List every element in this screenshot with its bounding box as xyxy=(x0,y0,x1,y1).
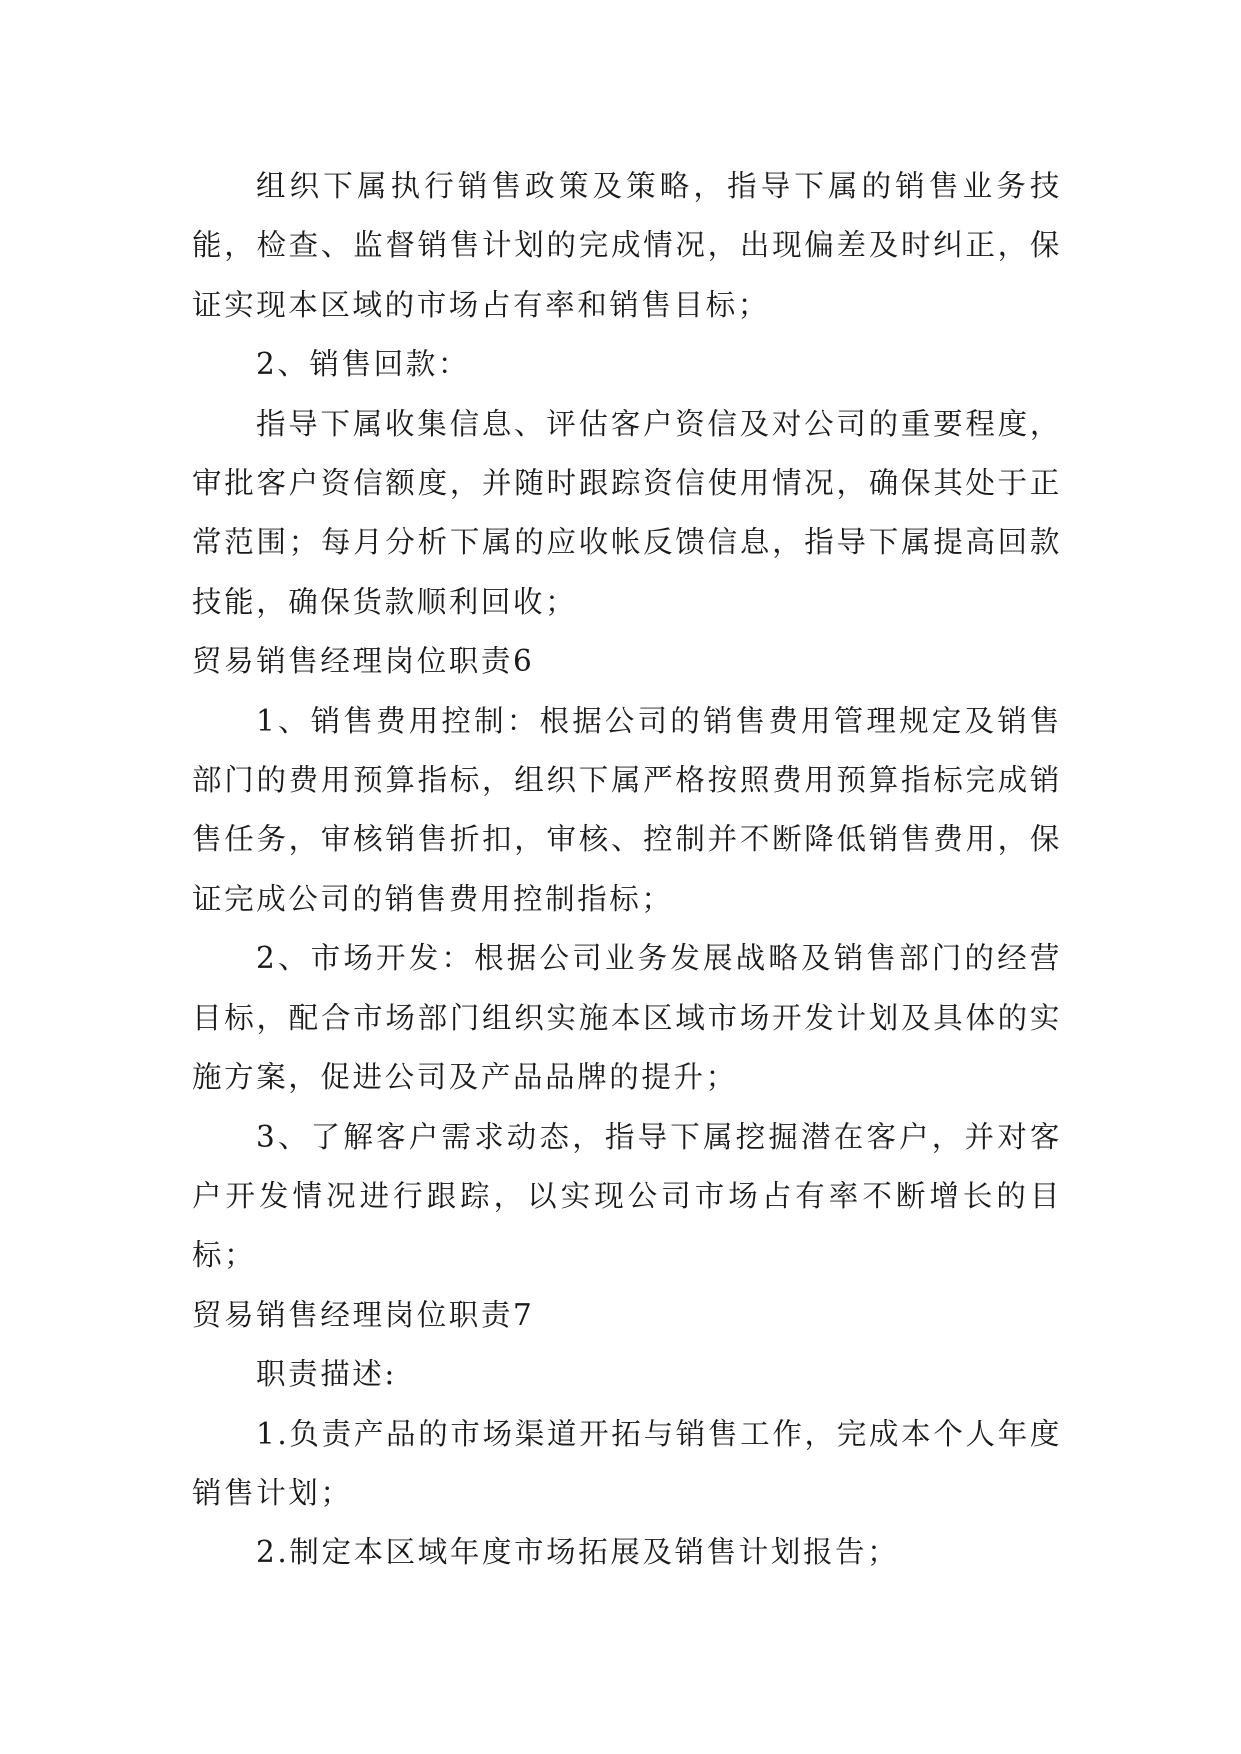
paragraph-sales-collection-title: 2、销售回款： xyxy=(256,347,470,382)
paragraph-market-development: 2、市场开发：根据公司业务发展战略及销售部门的经营目标，配合市场部门组织实施本区域市场开发计划及具体的实施方案，促进公司及产品品牌的提升； xyxy=(192,941,1062,1095)
paragraph-sales-policy: 组织下属执行销售政策及策略，指导下属的销售业务技能，检查、监督销售计划的完成情况，出现偏差及时纠正，保证实现本区域的市场占有率和销售目标； xyxy=(192,169,1062,322)
document-body xyxy=(192,157,1062,1583)
paragraph-credit-guidance: 指导下属收集信息、评估客户资信及对公司的重要程度，审批客户资信额度，并随时跟踪资信使用情况，确保其处于正常范围；每月分析下属的应收帐反馈信息，指导下属提高回款技能，确保货款顺利回收； xyxy=(192,406,1062,619)
section-heading-7: 贸易销售经理岗位职责7 xyxy=(192,1297,535,1332)
section-heading-6: 贸易销售经理岗位职责6 xyxy=(192,644,535,679)
paragraph-duty-description: 职责描述: xyxy=(256,1357,397,1392)
paragraph-customer-demand: 3、了解客户需求动态，指导下属挖掘潜在客户，并对客户开发情况进行跟踪，以实现公司市场占有率不断增长的目标； xyxy=(192,1119,1062,1273)
paragraph-duty-1: 1.负责产品的市场渠道开拓与销售工作，完成本个人年度销售计划； xyxy=(192,1416,1062,1510)
paragraph-cost-control: 1、销售费用控制：根据公司的销售费用管理规定及销售部门的费用预算指标，组织下属严格按照费用预算指标完成销售任务，审核销售折扣，审核、控制并不断降低销售费用，保证完成公司的销售费用控制指标； xyxy=(192,703,1062,916)
paragraph-duty-2: 2.制定本区域年度市场拓展及销售计划报告； xyxy=(256,1535,900,1570)
